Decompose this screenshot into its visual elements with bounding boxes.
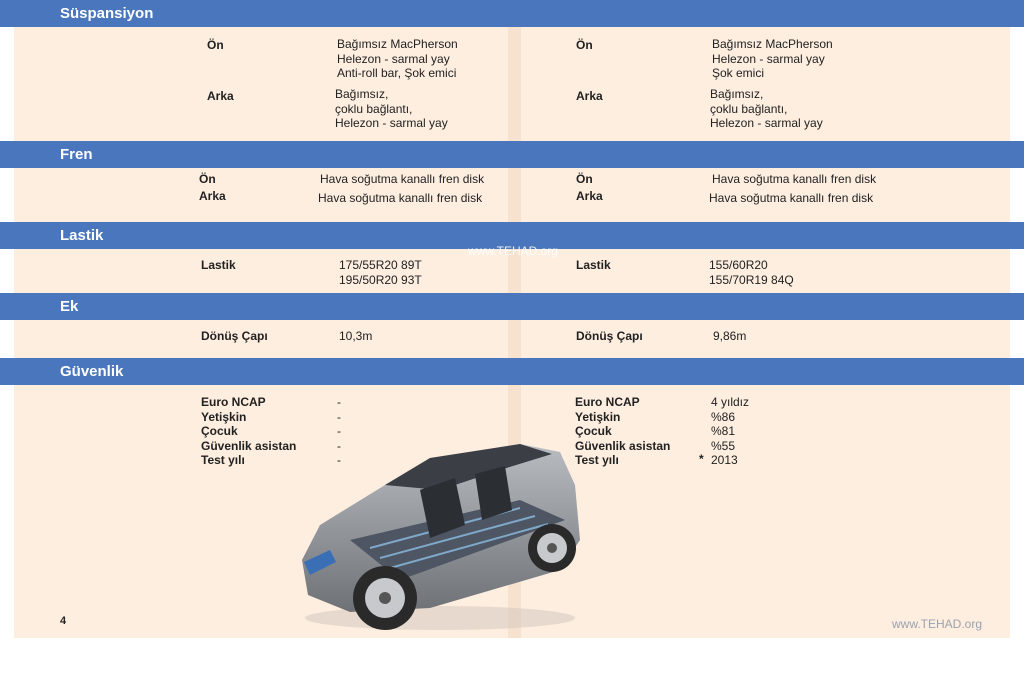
suspension-right-front-value: Bağımsız MacPherson Helezon - sarmal yay Şok emici: [712, 37, 833, 80]
extra-right-label: Dönüş Çapı: [576, 329, 643, 343]
section-header-tire: Lastik: [0, 222, 1024, 249]
safety-right-labels: Euro NCAP Yetişkin Çocuk Güvenlik asistan Test yılı: [575, 395, 671, 467]
safety-left-labels: Euro NCAP Yetişkin Çocuk Güvenlik asistan Test yılı: [201, 395, 297, 467]
brake-left-front-value: Hava soğutma kanallı fren disk: [320, 172, 485, 186]
page-number: 4: [60, 615, 67, 627]
section-header-extra: Ek: [0, 293, 1024, 320]
car-cutaway-illustration: [290, 430, 590, 635]
suspension-right-rear-label: Arka: [576, 89, 603, 103]
brake-right-rear-value: Hava soğutma kanallı fren disk: [709, 191, 874, 205]
extra-left-value: 10,3m: [339, 329, 373, 343]
brake-left-rear-value: Hava soğutma kanallı fren disk: [318, 191, 483, 205]
suspension-left-rear-value: Bağımsız, çoklu bağlantı, Helezon - sarmal yay: [335, 87, 448, 130]
safety-right-values: 4 yıldız %86 %81 %55 2013: [711, 395, 750, 467]
brake-right-rear-label: Arka: [576, 189, 603, 203]
section-header-brake: Fren: [0, 141, 1024, 168]
brake-left-front-label: Ön: [199, 172, 216, 186]
suspension-right-rear-value: Bağımsız, çoklu bağlantı, Helezon - sarmal yay: [710, 87, 823, 130]
brake-right-front-value: Hava soğutma kanallı fren disk: [712, 172, 877, 186]
suspension-right-front-label: Ön: [576, 38, 593, 52]
footer-watermark: www.TEHAD.org: [892, 617, 983, 631]
brake-right-front-label: Ön: [576, 172, 593, 186]
brake-left-rear-label: Arka: [199, 189, 226, 203]
center-watermark: www.TEHAD.org: [468, 244, 559, 258]
safety-left-values: - - - - -: [337, 395, 341, 467]
tire-right-label: Lastik: [576, 258, 611, 272]
extra-left-label: Dönüş Çapı: [201, 329, 268, 343]
section-header-suspension: Süspansiyon: [0, 0, 1024, 27]
suspension-left-front-value: Bağımsız MacPherson Helezon - sarmal yay Anti-roll bar, Şok emici: [337, 37, 458, 80]
tire-right-value: 155/60R20 155/70R19 84Q: [709, 258, 794, 287]
suspension-left-rear-label: Arka: [207, 89, 234, 103]
suspension-left-front-label: Ön: [207, 38, 224, 52]
extra-right-value: 9,86m: [713, 329, 747, 343]
tire-left-label: Lastik: [201, 258, 236, 272]
section-header-safety: Güvenlik: [0, 358, 1024, 385]
tire-left-value: 175/55R20 89T 195/50R20 93T: [339, 258, 422, 287]
safety-right-asterisk: *: [699, 452, 704, 466]
